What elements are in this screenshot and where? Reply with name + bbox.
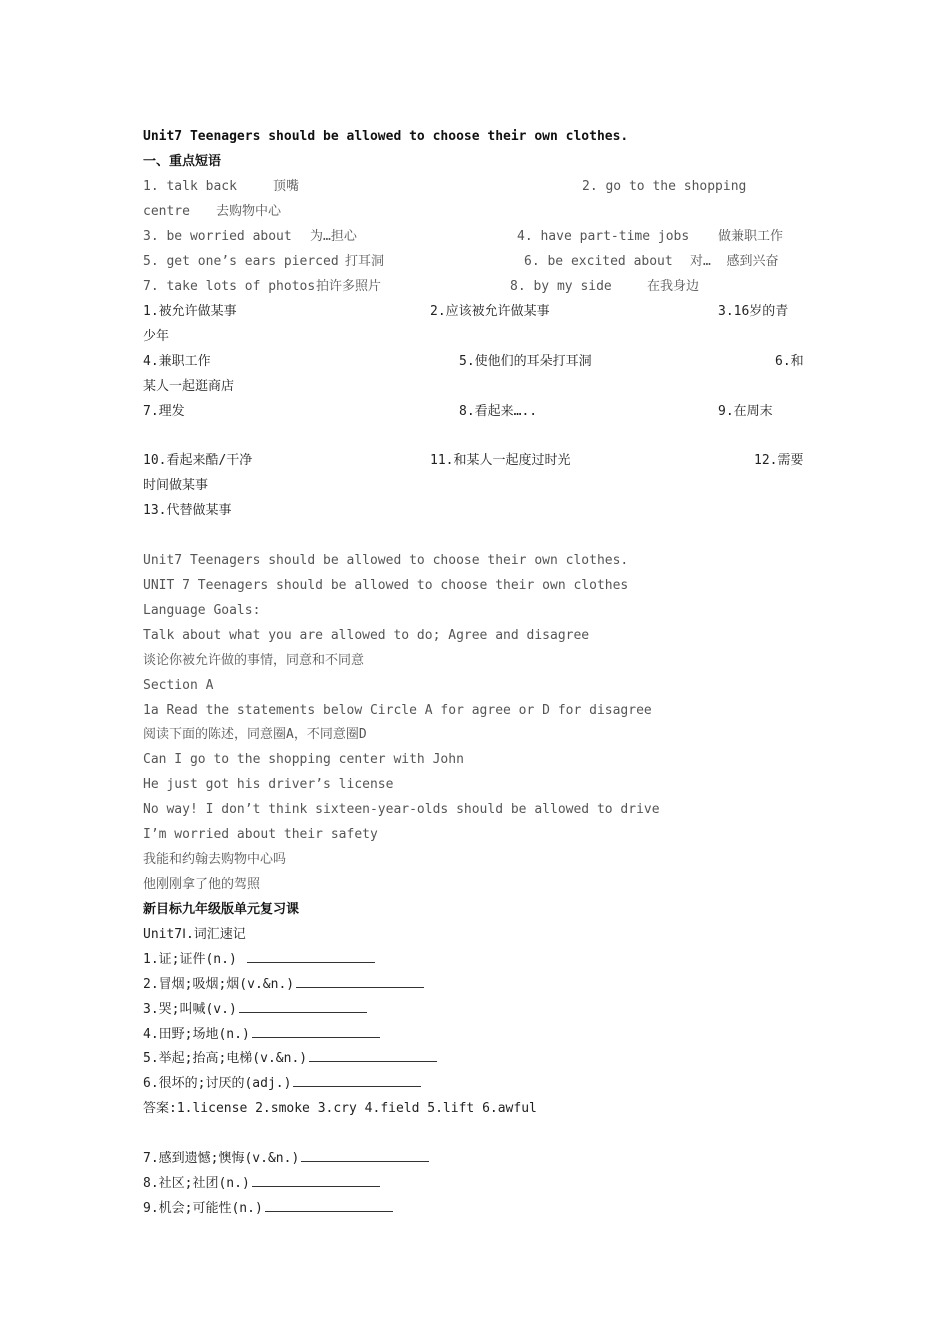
lesson-line: I’m worried about their safety [143,827,378,842]
translate-item-1: 1.被允许做某事 [143,304,237,319]
phrase-8: 8. by my side [510,279,612,294]
phrase-1-translation: 顶嘴 [273,179,300,194]
vocab-prompt: 9.机会;可能性(n.) [143,1201,263,1216]
lesson-line: 他刚刚拿了他的驾照 [143,877,261,892]
lesson-line: Language Goals: [143,603,261,618]
vocab-prompt: 6.很坏的;讨厌的(adj.) [143,1076,292,1091]
translate-item-13: 13.代替做某事 [143,503,232,518]
translate-item-12-continued: 时间做某事 [143,478,209,493]
translate-item-10: 10.看起来酷/干净 [143,453,253,468]
lesson-line: 阅读下面的陈述，同意圈A，不同意圈D [143,727,367,742]
translate-item-6: 6.和 [775,354,804,369]
answer-blank[interactable] [265,1210,393,1212]
vocab-prompt: 5.举起;抬高;电梯(v.&n.) [143,1051,308,1066]
translate-item-7: 7.理发 [143,404,185,419]
translate-item-5: 5.使他们的耳朵打耳洞 [459,354,592,369]
lesson-line: He just got his driver’s license [143,777,394,792]
vocab-prompt: 4.田野;场地(n.) [143,1027,250,1042]
answer-blank[interactable] [301,1160,429,1162]
section-heading-key-phrases: 一、重点短语 [143,154,222,169]
vocab-item [143,951,375,969]
answer-key: 答案:1.license 2.smoke 3.cry 4.field 5.lift 6.awful [143,1101,537,1116]
translate-item-3: 3.16岁的青 [718,304,789,319]
translate-item-9: 9.在周末 [718,404,773,419]
vocab-item [143,1050,437,1068]
translate-item-4: 4.兼职工作 [143,354,211,369]
translate-item-12: 12.需要 [754,453,804,468]
vocab-item [143,1175,380,1193]
phrase-8-translation: 在我身边 [647,279,700,294]
lesson-line: No way! I don’t think sixteen-year-olds should be allowed to drive [143,802,660,817]
lesson-line: UNIT 7 Teenagers should be allowed to choose their own clothes [143,578,629,593]
answer-blank[interactable] [239,1011,367,1013]
translate-item-8: 8.看起来….. [459,404,545,419]
phrase-7-translation: 拍许多照片 [316,279,382,294]
review-heading: 新目标九年级版单元复习课 [143,902,300,917]
vocab-prompt: 2.冒烟;吸烟;烟(v.&n.) [143,977,295,992]
vocab-heading: Unit7Ⅰ.词汇速记 [143,927,246,942]
vocab-item [143,1150,429,1168]
phrase-7: 7. take lots of photos [143,279,316,294]
phrase-5: 5. get one’s ears pierced [143,254,339,269]
translate-item-2: 2.应该被允许做某事 [430,304,550,319]
vocab-item [143,1200,393,1218]
vocab-item [143,1075,421,1093]
vocab-item [143,1026,380,1044]
phrase-2: 2. go to the shopping [582,179,747,194]
phrase-4-translation: 做兼职工作 [718,229,784,244]
phrase-2-continued: centre [143,204,190,219]
lesson-line: 我能和约翰去购物中心吗 [143,852,287,867]
phrase-2-translation: 去购物中心 [216,204,282,219]
phrase-3: 3. be worried about [143,229,292,244]
vocab-prompt: 1.证;证件(n.) [143,952,237,967]
lesson-line: 1a Read the statements below Circle A for agree or D for disagree [143,703,652,718]
phrase-5-translation: 打耳洞 [345,254,385,269]
vocab-item [143,1001,367,1019]
lesson-line: Can I go to the shopping center with John [143,752,464,767]
document-title: Unit7 Teenagers should be allowed to choose their own clothes. [143,129,629,144]
answer-blank[interactable] [252,1036,380,1038]
vocab-prompt: 8.社区;社团(n.) [143,1176,250,1191]
answer-blank[interactable] [247,961,375,963]
translate-item-3-continued: 少年 [143,329,170,344]
lesson-line: Section A [143,678,214,693]
translate-item-11: 11.和某人一起度过时光 [430,453,571,468]
phrase-6: 6. be excited about [524,254,673,269]
phrase-4: 4. have part-time jobs [517,229,690,244]
answer-blank[interactable] [309,1060,437,1062]
answer-blank[interactable] [296,986,424,988]
lesson-line: 谈论你被允许做的事情，同意和不同意 [143,653,365,668]
vocab-prompt: 7.感到遗憾;懊悔(v.&n.) [143,1151,300,1166]
lesson-line: Unit7 Teenagers should be allowed to choose their own clothes. [143,553,629,568]
phrase-3-translation: 为…担心 [310,229,357,244]
vocab-prompt: 3.哭;叫喊(v.) [143,1002,237,1017]
phrase-1: 1. talk back [143,179,237,194]
vocab-item [143,976,424,994]
lesson-line: Talk about what you are allowed to do; Agree and disagree [143,628,590,643]
translate-item-6-continued: 某人一起逛商店 [143,379,235,394]
phrase-6-translation: 对… 感到兴奋 [690,254,779,269]
answer-blank[interactable] [252,1185,380,1187]
answer-blank[interactable] [293,1085,421,1087]
